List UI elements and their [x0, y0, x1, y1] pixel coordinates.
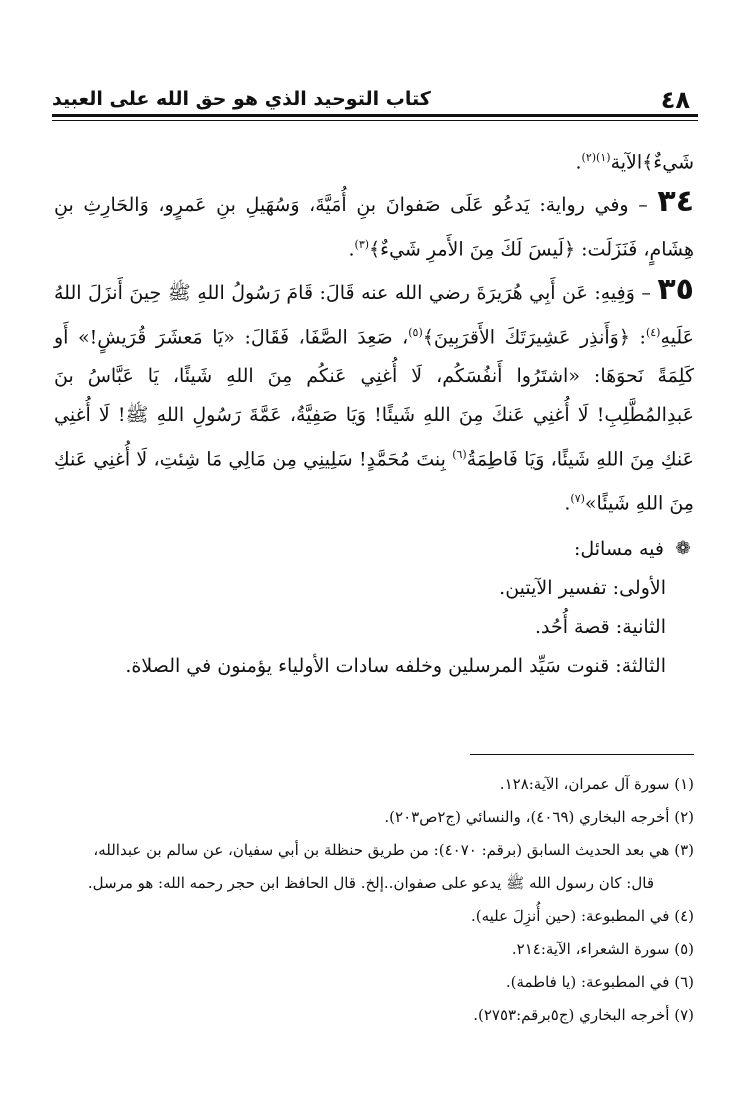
paragraph-text: ، صَعِدَ الصَّفَا، فَقَالَ: «يَا مَعشَرَ قُرَيشٍ!» أَو كَلِمَةً نَحوَهَا: «اشتَرُوا أَنفُسَكُم، لَا أُغنِي عَنكُم مِنَ اللهِ شَيئًا، يَا عَبَّاسُ بنَ عَبدِالمُطَّلِبِ! لَا أُغنِي عَنكَ مِنَ اللهِ شَيئًا! وَيَا صَفِيَّةُ، عَمَّةَ رَسُولِ اللهِ ﷺ! لَا أُغنِي عَنكِ مِنَ اللهِ شَيئًا، وَيَا فَاطِمَةُ — [54, 325, 694, 471]
hadith-number: ٣٤ — [657, 184, 695, 220]
footnote-ref: (٥) — [408, 325, 423, 339]
issue-item: الأولى: تفسير الآيتين. — [499, 576, 666, 599]
issues-section — [54, 530, 694, 686]
flower-ornament-icon: ❁ — [675, 538, 691, 560]
footnote: (٥) سورة الشعراء، الآية:٢١٤. — [511, 940, 694, 958]
footnote: (٦) في المطبوعة: (يا فاطمة). — [505, 973, 694, 991]
header-rule — [52, 114, 698, 117]
paragraph-text: – وَفِيهِ: عَن أَبِي هُرَيرَةَ رضي الله عنه قَالَ: قَامَ رَسُولُ اللهِ ﷺ حِينَ أَنزَلَ اللهُ عَلَيهِ — [54, 281, 694, 348]
paragraph-text: : ﴿وَأَنذِر عَشِيرَتَكَ الأَقرَبِينَ﴾ — [422, 325, 646, 348]
footnote: (١) سورة آل عمران، الآية:١٢٨. — [499, 775, 694, 793]
continuation-line: شَيءٌ﴾الآية$^{(١)(٢)}$. — [575, 151, 694, 174]
footnote-ref: (٧) — [570, 492, 585, 506]
footnote-ref: (٣) — [354, 238, 370, 252]
header-rule-thin — [52, 120, 698, 121]
issues-heading-text: فيه مسائل: — [573, 537, 664, 560]
paragraph-35: ٣٥ – وَفِيهِ: عَن أَبِي هُرَيرَةَ رضي الله عنه قَالَ: قَامَ رَسُولُ اللهِ ﷺ حِينَ أَنزَلَ اللهُ عَلَيهِ$^{(٤)}$: ﴿وَأَنذِر عَشِيرَتَكَ الأَقرَبِينَ﴾$^{(٥)}$، صَعِدَ الصَّفَا، فَقَالَ: «يَا مَعشَرَ قُرَيشٍ!» أَو كَلِمَةً نَحوَهَا: «اشتَرُوا أَنفُسَكُم، لَا أُغنِي عَنكُم مِنَ اللهِ شَيئًا، يَا عَبَّاسُ بنَ عَبدِالمُطَّلِبِ! لَا أُغنِي عَنكَ مِنَ اللهِ شَيئًا! وَيَا صَفِيَّةُ، عَمَّةَ رَسُولِ اللهِ ﷺ! لَا أُغنِي عَنكِ مِنَ اللهِ شَيئًا، وَيَا فَاطِمَةُ$^{(٦)}$ بِنتَ مُحَمَّدٍ! سَلِينِي مِن مَالِي مَا شِئتِ، لَا أُغنِي عَنكِ مِنَ اللهِ شَيئًا»$^{(٧)}$. — [54, 271, 694, 515]
running-title: كتاب التوحيد الذي هو حق الله على العبيد — [52, 88, 431, 110]
page-number: ٤٨ — [660, 86, 690, 114]
footnote: (٧) أخرجه البخاري (ج٥برقم:٢٧٥٣). — [473, 1006, 694, 1024]
issue-item: الثالثة: قنوت سَيِّد المرسلين وخلفه سادات الأولياء يؤمنون في الصلاة. — [125, 654, 666, 677]
paragraph-text: – وفي رواية: يَدعُو عَلَى صَفوانَ بنِ أُمَيَّةَ، وَسُهَيلِ بنِ عَمرٍو، وَالحَارِثِ بنِ هِشَامٍ، فَنَزَلَت: ﴿لَيسَ لَكَ مِنَ الأَمرِ شَيءٌ﴾ — [54, 194, 694, 261]
issue-item: الثانية: قصة أُحُد. — [534, 615, 666, 638]
paragraph-34: ٣٤ – وفي رواية: يَدعُو عَلَى صَفوانَ بنِ أُمَيَّةَ، وَسُهَيلِ بنِ عَمرٍو، وَالحَارِثِ بنِ هِشَامٍ، فَنَزَلَت: ﴿لَيسَ لَكَ مِنَ الأَمرِ شَيءٌ﴾$^{(٣)}$. — [54, 184, 695, 261]
footnote: (٢) أخرجه البخاري (٤٠٦٩)، والنسائي (ج٢ص٢٠٣). — [384, 808, 694, 826]
footnote-continuation: قال: كان رسول الله ﷺ يدعو على صفوان..إلخ. قال الحافظ ابن حجر رحمه الله: هو مرسل. — [87, 874, 654, 892]
footnote-ref: (٦) — [452, 447, 467, 461]
footnote-separator — [470, 754, 694, 755]
issues-heading — [54, 530, 694, 569]
footnote: (٤) في المطبوعة: (حين أُنزِلَ عليه). — [470, 907, 694, 925]
footnotes — [54, 768, 694, 1032]
continuation-text: شَيءٌ﴾الآية — [610, 151, 694, 174]
footnote-ref: (٤) — [645, 325, 661, 339]
footnote-ref: (١)(٢) — [581, 151, 611, 164]
page-header — [52, 84, 698, 124]
paragraph-text: بِنتَ مُحَمَّدٍ! سَلِينِي مِن مَالِي مَا شِئتِ، لَا أُغنِي عَنكِ مِنَ اللهِ شَيئًا» — [54, 448, 694, 515]
hadith-number: ٣٥ — [657, 271, 694, 307]
main-text — [54, 138, 694, 686]
footnote: (٣) هي بعد الحديث السابق (برقم: ٤٠٧٠): من طريق حنظلة بن أبي سفيان، عن سالم بن عبدالله، — [93, 841, 694, 859]
